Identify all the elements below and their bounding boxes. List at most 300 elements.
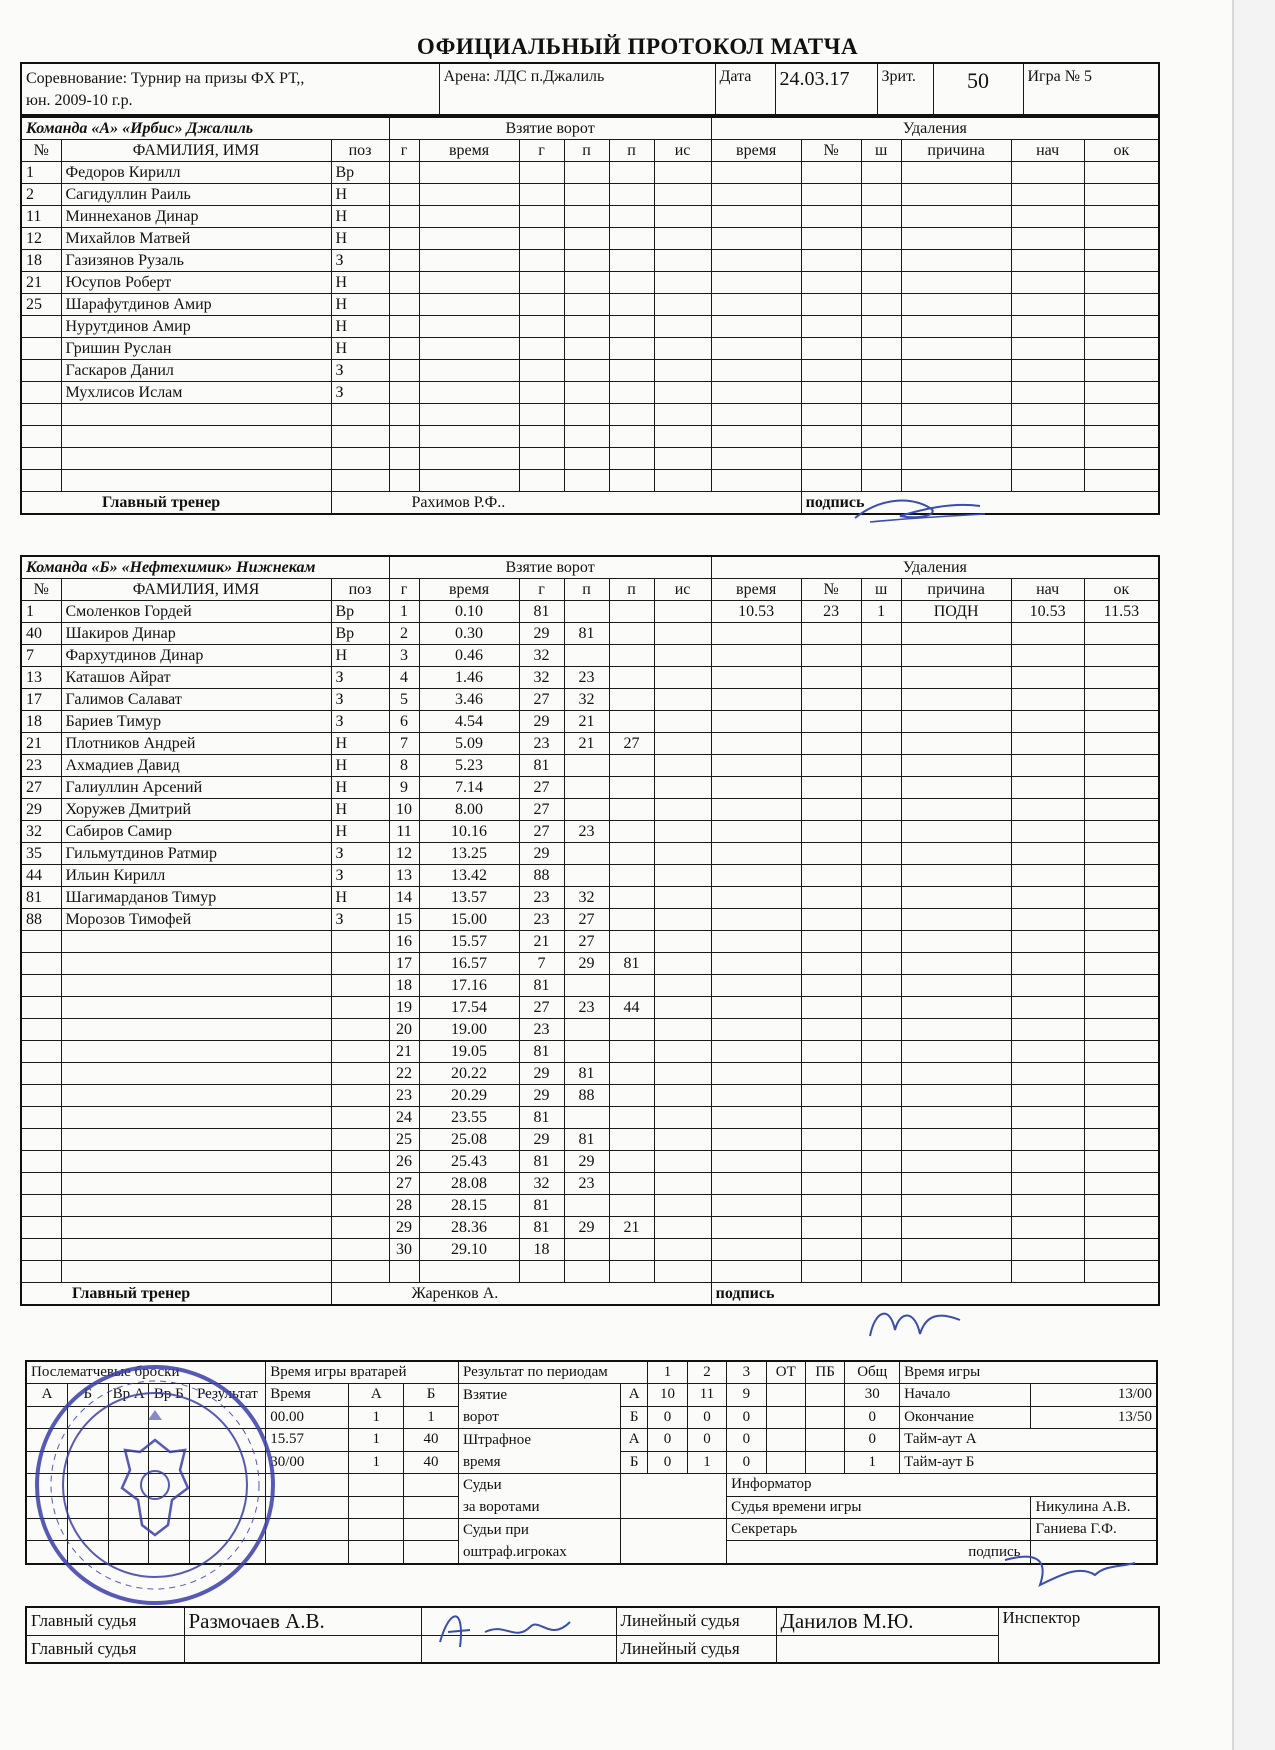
- player-number: [21, 470, 61, 492]
- goal-situation: [654, 1173, 711, 1195]
- team-b-coach: Жаренков А.: [331, 1283, 711, 1306]
- player-number: [21, 1239, 61, 1261]
- team-b-row: [21, 887, 1159, 909]
- goal-situation: [654, 865, 711, 887]
- empty-cell: [711, 184, 801, 206]
- col-p2: п: [609, 140, 654, 162]
- team-b-row: [21, 1195, 1159, 1217]
- empty-cell: [861, 645, 901, 667]
- player-number: 17: [21, 689, 61, 711]
- empty-cell: [901, 689, 1011, 711]
- player-position: З: [331, 382, 389, 404]
- empty-cell: [801, 1085, 861, 1107]
- empty-cell: [654, 360, 711, 382]
- goal-time: 8.00: [419, 799, 519, 821]
- team-b-row: [21, 1085, 1159, 1107]
- empty-cell: [861, 997, 901, 1019]
- secretary: Ганиева Г.Ф.: [1031, 1519, 1157, 1541]
- player-name: Ахмадиев Давид: [61, 755, 331, 777]
- empty-cell: [711, 1195, 801, 1217]
- empty-cell: [861, 1261, 901, 1283]
- goal-assist-2: [609, 821, 654, 843]
- col-pen-time: время: [711, 140, 801, 162]
- pim-team-b: Б: [620, 1451, 647, 1474]
- goal-scorer: [519, 1261, 564, 1283]
- empty-cell: [1084, 689, 1159, 711]
- player-position: [331, 1107, 389, 1129]
- goal-scorer: 32: [519, 645, 564, 667]
- player-name: Шакиров Динар: [61, 623, 331, 645]
- col-pen-min: ш: [861, 579, 901, 601]
- goalie-row-3-time: 30/00: [266, 1451, 349, 1474]
- empty-cell: [1011, 184, 1084, 206]
- empty-cell: [609, 426, 654, 448]
- empty-cell: [711, 1019, 801, 1041]
- empty-cell: [861, 1041, 901, 1063]
- summary-signature-label: подпись: [727, 1541, 1031, 1564]
- empty-cell: [801, 975, 861, 997]
- empty-cell: [519, 272, 564, 294]
- goal-situation: [654, 843, 711, 865]
- officials-table: [25, 1606, 1160, 1664]
- goal-assist-1: [564, 645, 609, 667]
- empty-cell: [1084, 316, 1159, 338]
- goal-assist-1: 32: [564, 689, 609, 711]
- empty-cell: [711, 645, 801, 667]
- goalie-row-3-a: 1: [349, 1451, 404, 1474]
- empty-cell: [901, 777, 1011, 799]
- col-pen-time: время: [711, 579, 801, 601]
- empty-cell: [1084, 623, 1159, 645]
- empty-cell: [901, 1129, 1011, 1151]
- goal-time: 28.15: [419, 1195, 519, 1217]
- team-a-player-row: [21, 162, 1159, 184]
- empty-cell: [711, 404, 801, 426]
- goals-label-2: ворот: [462, 1409, 499, 1425]
- player-name: [61, 1217, 331, 1239]
- goal-scorer: 32: [519, 1173, 564, 1195]
- empty-cell: [1084, 162, 1159, 184]
- goal-assist-2: 81: [609, 953, 654, 975]
- empty-cell: [861, 1019, 901, 1041]
- timekeeper-label: Судья времени игры: [727, 1496, 1031, 1519]
- empty-cell: [861, 1151, 901, 1173]
- col-pen-num: №: [801, 140, 861, 162]
- empty-cell: [901, 909, 1011, 931]
- player-name: Газизянов Рузаль: [61, 250, 331, 272]
- goal-judges-2: за воротами: [462, 1499, 540, 1515]
- empty-cell: [801, 338, 861, 360]
- player-name: Сагидуллин Раиль: [61, 184, 331, 206]
- player-position: З: [331, 711, 389, 733]
- player-position: Н: [331, 777, 389, 799]
- goal-scorer: 81: [519, 1151, 564, 1173]
- empty-cell: [519, 382, 564, 404]
- goal-assist-2: [609, 1195, 654, 1217]
- empty-cell: [1011, 1063, 1084, 1085]
- goal-assist-2: [609, 1129, 654, 1151]
- goal-number: 7: [389, 733, 419, 755]
- goal-number: 6: [389, 711, 419, 733]
- empty-cell: [1011, 777, 1084, 799]
- pim-team-a: А: [620, 1429, 647, 1452]
- empty-cell: [861, 382, 901, 404]
- empty-cell: [901, 338, 1011, 360]
- team-a-player-row: [21, 316, 1159, 338]
- empty-cell: [1011, 1129, 1084, 1151]
- team-b-coach-signature: [860, 1300, 970, 1345]
- team-b-roster: [21, 601, 1159, 1283]
- player-position: [331, 1019, 389, 1041]
- empty-cell: [609, 382, 654, 404]
- player-name: [61, 931, 331, 953]
- empty-cell: [654, 228, 711, 250]
- col-pos: поз: [331, 579, 389, 601]
- team-b-row: [21, 1063, 1159, 1085]
- empty-cell: [564, 404, 609, 426]
- goal-number: 28: [389, 1195, 419, 1217]
- goal-assist-1: [564, 799, 609, 821]
- team-a-player-row: [21, 448, 1159, 470]
- empty-cell: [1084, 975, 1159, 997]
- timeout-b: Тайм-аут Б: [900, 1451, 1157, 1474]
- player-position: З: [331, 689, 389, 711]
- empty-cell: [1084, 272, 1159, 294]
- player-number: [21, 382, 61, 404]
- empty-cell: [1084, 667, 1159, 689]
- penalty-end: 11.53: [1084, 601, 1159, 623]
- team-b-row: [21, 667, 1159, 689]
- player-position: З: [331, 250, 389, 272]
- team-b-row: [21, 601, 1159, 623]
- player-position: [331, 997, 389, 1019]
- empty-cell: [1011, 997, 1084, 1019]
- goal-situation: [654, 755, 711, 777]
- empty-cell: [1084, 865, 1159, 887]
- player-number: 1: [21, 162, 61, 184]
- goal-scorer: 27: [519, 821, 564, 843]
- empty-cell: [1011, 1085, 1084, 1107]
- player-name: [61, 1239, 331, 1261]
- team-b-row: [21, 799, 1159, 821]
- empty-cell: [861, 623, 901, 645]
- player-name: Шагимарданов Тимур: [61, 887, 331, 909]
- empty-cell: [801, 404, 861, 426]
- player-position: Н: [331, 184, 389, 206]
- empty-cell: [419, 382, 519, 404]
- empty-cell: [801, 162, 861, 184]
- empty-cell: [1084, 821, 1159, 843]
- empty-cell: [861, 250, 901, 272]
- player-number: [21, 1063, 61, 1085]
- penalty-judges-cell: [458, 1519, 620, 1565]
- empty-cell: [609, 294, 654, 316]
- empty-cell: [654, 448, 711, 470]
- empty-cell: [609, 228, 654, 250]
- empty-cell: [1084, 1019, 1159, 1041]
- empty-cell: [389, 382, 419, 404]
- team-a-player-row: [21, 250, 1159, 272]
- pim-label-1: Штрафное: [462, 1432, 532, 1448]
- game-time-label: Время игры: [900, 1361, 1157, 1384]
- player-position: [331, 953, 389, 975]
- player-name: [61, 975, 331, 997]
- empty-cell: [861, 843, 901, 865]
- empty-cell: [1011, 1173, 1084, 1195]
- team-b-penalties-header: Удаления: [711, 556, 1159, 579]
- goal-scorer: 29: [519, 1129, 564, 1151]
- empty-cell: [1011, 1151, 1084, 1173]
- player-name: Ильин Кирилл: [61, 865, 331, 887]
- penalty-player: 23: [801, 601, 861, 623]
- goal-number: 16: [389, 931, 419, 953]
- goal-situation: [654, 1195, 711, 1217]
- goal-assist-2: [609, 975, 654, 997]
- player-position: Н: [331, 206, 389, 228]
- empty-cell: [801, 228, 861, 250]
- empty-cell: [801, 909, 861, 931]
- empty-cell: [901, 931, 1011, 953]
- head-referee-signature: [430, 1602, 580, 1662]
- empty-cell: [711, 272, 801, 294]
- team-b-row: [21, 931, 1159, 953]
- player-number: 1: [21, 601, 61, 623]
- player-name: Мухлисов Ислам: [61, 382, 331, 404]
- team-b-coach-label: Главный тренер: [21, 1283, 331, 1306]
- empty-cell: [1084, 887, 1159, 909]
- penalty-judges-1: Судьи при: [462, 1522, 529, 1538]
- penalty-reason: ПОДН: [901, 601, 1011, 623]
- goals-b-pb: [805, 1406, 844, 1429]
- col-pen-end: ок: [1084, 579, 1159, 601]
- player-name: [61, 1129, 331, 1151]
- player-position: З: [331, 360, 389, 382]
- empty-cell: [1011, 689, 1084, 711]
- empty-cell: [1084, 909, 1159, 931]
- empty-cell: [901, 1041, 1011, 1063]
- player-name: [61, 1063, 331, 1085]
- goal-time: 13.42: [419, 865, 519, 887]
- empty-cell: [519, 338, 564, 360]
- goal-assist-1: 21: [564, 733, 609, 755]
- spectators-value: 50: [933, 63, 1023, 115]
- player-position: Н: [331, 316, 389, 338]
- empty-cell: [1011, 645, 1084, 667]
- col-num: №: [21, 579, 61, 601]
- player-position: [331, 1041, 389, 1063]
- player-name: [61, 1041, 331, 1063]
- goal-scorer: 27: [519, 689, 564, 711]
- player-position: [331, 1195, 389, 1217]
- player-name: Смоленков Гордей: [61, 601, 331, 623]
- empty-cell: [801, 711, 861, 733]
- goal-scorer: 29: [519, 711, 564, 733]
- empty-cell: [389, 184, 419, 206]
- player-number: [21, 426, 61, 448]
- empty-cell: [901, 426, 1011, 448]
- goal-number: 30: [389, 1239, 419, 1261]
- empty-cell: [711, 799, 801, 821]
- empty-cell: [419, 228, 519, 250]
- empty-cell: [861, 404, 901, 426]
- empty-cell: [901, 1107, 1011, 1129]
- empty-cell: [1084, 997, 1159, 1019]
- col-pen-start: нач: [1011, 140, 1084, 162]
- empty-cell: [801, 997, 861, 1019]
- empty-cell: [711, 1107, 801, 1129]
- goal-scorer: 23: [519, 733, 564, 755]
- empty-cell: [801, 645, 861, 667]
- player-position: [331, 1085, 389, 1107]
- empty-cell: [901, 1261, 1011, 1283]
- goal-number: 26: [389, 1151, 419, 1173]
- empty-cell: [1011, 272, 1084, 294]
- empty-cell: [861, 777, 901, 799]
- empty-cell: [711, 997, 801, 1019]
- empty-cell: [801, 1195, 861, 1217]
- player-name: Фархутдинов Динар: [61, 645, 331, 667]
- col-pen-end: ок: [1084, 140, 1159, 162]
- goal-assist-1: 23: [564, 821, 609, 843]
- col-p1: п: [564, 579, 609, 601]
- empty-cell: [609, 448, 654, 470]
- empty-cell: [861, 733, 901, 755]
- header-table: [20, 62, 1160, 116]
- empty-cell: [801, 206, 861, 228]
- empty-cell: [711, 448, 801, 470]
- empty-cell: [389, 360, 419, 382]
- goal-number: 4: [389, 667, 419, 689]
- empty-cell: [519, 294, 564, 316]
- empty-cell: [564, 360, 609, 382]
- goal-situation: [654, 1217, 711, 1239]
- empty-cell: [901, 975, 1011, 997]
- empty-cell: [1084, 228, 1159, 250]
- empty-cell: [564, 162, 609, 184]
- goal-scorer: 81: [519, 975, 564, 997]
- date-value: 24.03.17: [775, 63, 877, 115]
- empty-cell: [901, 1085, 1011, 1107]
- goal-assist-2: [609, 1019, 654, 1041]
- goal-number: 21: [389, 1041, 419, 1063]
- empty-cell: [901, 645, 1011, 667]
- empty-cell: [1084, 1151, 1159, 1173]
- player-name: Юсупов Роберт: [61, 272, 331, 294]
- team-b-row: [21, 821, 1159, 843]
- goal-situation: [654, 953, 711, 975]
- empty-cell: [901, 821, 1011, 843]
- empty-cell: [901, 316, 1011, 338]
- goals-a-ot: [766, 1384, 805, 1407]
- team-b-row: [21, 997, 1159, 1019]
- goal-number: 11: [389, 821, 419, 843]
- empty-cell: [609, 470, 654, 492]
- empty-cell: [1011, 206, 1084, 228]
- empty-cell: [1084, 1173, 1159, 1195]
- empty-cell: [901, 1019, 1011, 1041]
- goal-number: [389, 1261, 419, 1283]
- empty-cell: [901, 1217, 1011, 1239]
- player-position: [331, 448, 389, 470]
- empty-cell: [419, 250, 519, 272]
- goal-number: 3: [389, 645, 419, 667]
- empty-cell: [519, 316, 564, 338]
- goal-assist-2: [609, 1107, 654, 1129]
- player-number: [21, 931, 61, 953]
- goal-scorer: 23: [519, 909, 564, 931]
- goal-number: 24: [389, 1107, 419, 1129]
- empty-cell: [711, 360, 801, 382]
- empty-cell: [861, 1195, 901, 1217]
- goals-row-label: [458, 1384, 620, 1429]
- empty-cell: [419, 448, 519, 470]
- goal-time: 13.25: [419, 843, 519, 865]
- col-num: №: [21, 140, 61, 162]
- col-p2: п: [609, 579, 654, 601]
- goal-scorer: 7: [519, 953, 564, 975]
- goal-situation: [654, 1239, 711, 1261]
- team-a-penalties-header: Удаления: [711, 117, 1159, 140]
- pim-a-ot: [766, 1429, 805, 1452]
- empty-cell: [711, 294, 801, 316]
- empty-cell: [1011, 448, 1084, 470]
- goal-time: 0.46: [419, 645, 519, 667]
- empty-cell: [1084, 184, 1159, 206]
- empty-cell: [861, 975, 901, 997]
- empty-cell: [801, 184, 861, 206]
- empty-cell: [801, 272, 861, 294]
- empty-cell: [1011, 470, 1084, 492]
- player-number: 25: [21, 294, 61, 316]
- empty-cell: [1084, 470, 1159, 492]
- empty-cell: [861, 338, 901, 360]
- player-number: [21, 953, 61, 975]
- goalie-row-3-b: 40: [404, 1451, 459, 1474]
- col-pen-min: ш: [861, 140, 901, 162]
- player-name: [61, 1261, 331, 1283]
- player-name: Бариев Тимур: [61, 711, 331, 733]
- empty-cell: [861, 711, 901, 733]
- empty-cell: [609, 272, 654, 294]
- goal-time: 28.08: [419, 1173, 519, 1195]
- goal-assist-1: 81: [564, 1063, 609, 1085]
- empty-cell: [711, 667, 801, 689]
- goal-time: 19.00: [419, 1019, 519, 1041]
- empty-cell: [419, 184, 519, 206]
- player-name: Хоружев Дмитрий: [61, 799, 331, 821]
- team-a-player-row: [21, 272, 1159, 294]
- empty-cell: [419, 470, 519, 492]
- empty-cell: [654, 382, 711, 404]
- player-name: Галиуллин Арсений: [61, 777, 331, 799]
- empty-cell: [389, 294, 419, 316]
- goalie-col-b: Б: [404, 1384, 459, 1407]
- col-pen-start: нач: [1011, 579, 1084, 601]
- goal-assist-2: [609, 1063, 654, 1085]
- empty-cell: [1084, 931, 1159, 953]
- goal-time: 23.55: [419, 1107, 519, 1129]
- empty-cell: [1011, 623, 1084, 645]
- empty-cell: [564, 426, 609, 448]
- empty-cell: [801, 689, 861, 711]
- goalie-row-1-a: 1: [349, 1406, 404, 1429]
- goal-assist-1: 29: [564, 953, 609, 975]
- empty-cell: [711, 228, 801, 250]
- empty-cell: [564, 206, 609, 228]
- goal-situation: [654, 909, 711, 931]
- period-col-total: Общ: [845, 1361, 900, 1384]
- empty-cell: [1011, 294, 1084, 316]
